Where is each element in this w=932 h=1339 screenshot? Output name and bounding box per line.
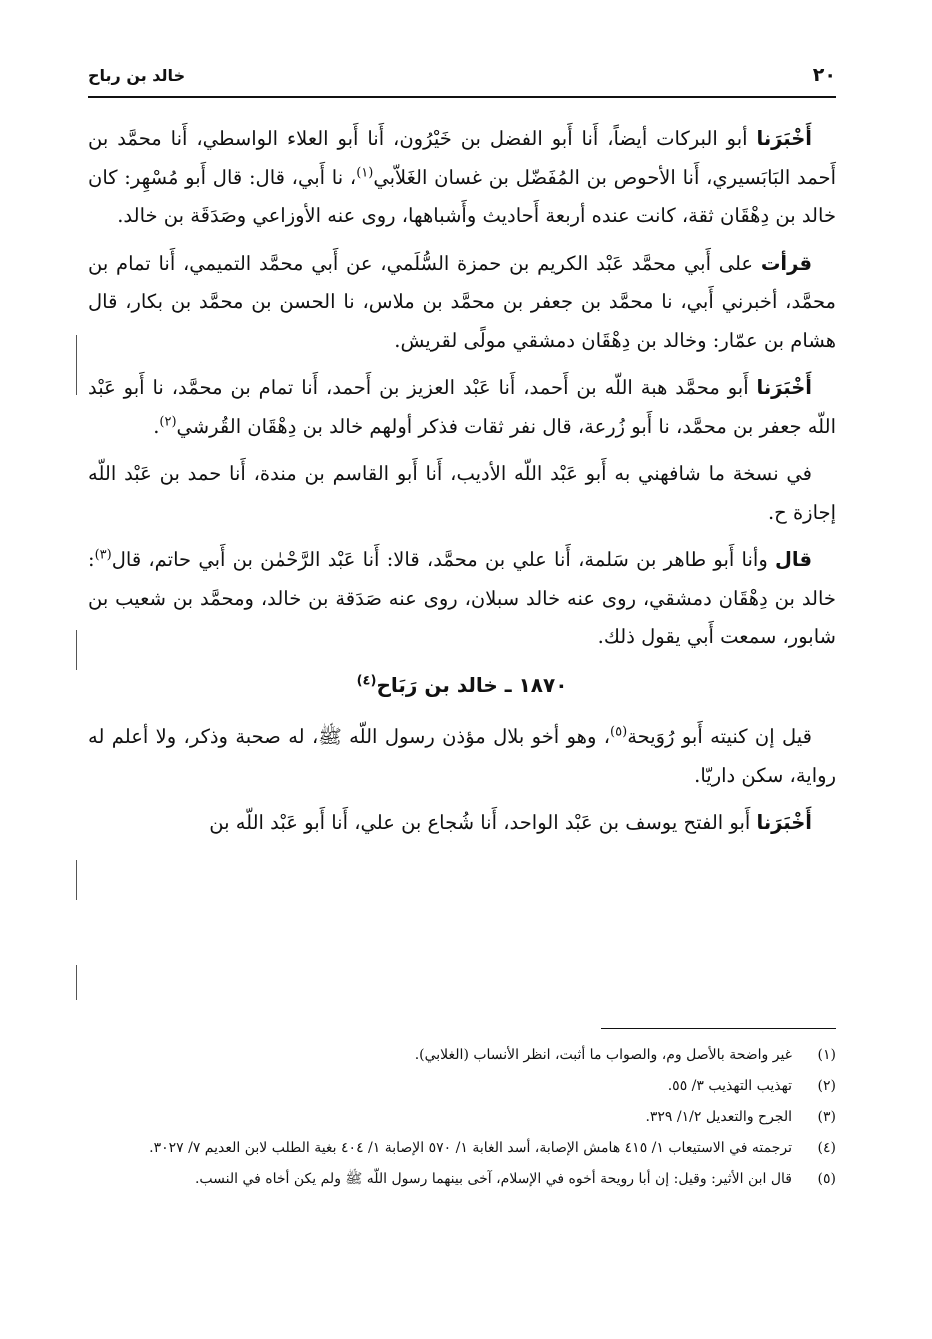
- page-header: [88, 62, 836, 98]
- paragraph-text: على أَبي محمَّد عَبْد الكريم بن حمزة السُّلَمي، عن أَبي محمَّد التميمي، أَنا تمام بن محمَّد، أخبرني أَبي، نا محمَّد بن جعفر بن محمَّد بن ملاس، نا الحسن بن محمَّد بن بكار، قال هشام بن عمّار: وخالد بن دِهْقَان دمشقي مولًى لقريش.: [88, 251, 836, 352]
- footnote-5: [92, 1167, 836, 1192]
- footnote-number: (١): [817, 1047, 836, 1063]
- paragraph-text: أَبو محمَّد هبة اللّه بن أَحمد، أَنا عَبْد العزيز بن أَحمد، أَنا تمام بن محمَّد، نا أَبو عَبْد اللّه جعفر بن محمَّد، نا أَبو زُرعة، قال نفر ثقات فذكر أولهم خالد بن دِهْقَان القُرشي: [88, 376, 836, 438]
- margin-line: [76, 965, 77, 1000]
- footnote-2: [92, 1074, 836, 1099]
- footnote-number: (٢): [817, 1078, 836, 1094]
- footnote-number: (٣): [817, 1109, 836, 1125]
- footnote-number: (٤): [817, 1140, 836, 1156]
- paragraph-text: .: [153, 414, 160, 438]
- margin-line: [76, 335, 77, 395]
- paragraph-text: في نسخة ما شافهني به أَبو عَبْد اللّه الأديب، أَنا أَبو القاسم بن مندة، أَنا حمد بن عَبْد اللّه إجازة ح.: [88, 462, 836, 524]
- footnote-1: [92, 1043, 836, 1068]
- entry-heading-text: ١٨٧٠ ـ خالد بن رَبَاح: [376, 672, 568, 697]
- paragraph-lead-word: أَخْبَرَنا: [756, 376, 812, 399]
- paragraph-text: أبو البركات أيضاً، أَنا أَبو الفضل بن خَيْرُون، أَنا أَبو العلاء الواسطي، أَنا محمَّد بن أَحمد البَابَسيري، أَنا الأحوص بن المُفَضّل بن غسان الغَلاّبي: [88, 127, 836, 189]
- footnote-4: [92, 1136, 836, 1161]
- paragraph-lead-word: قرأت: [760, 251, 812, 275]
- paragraph-6: [88, 718, 836, 795]
- footnote-text: ترجمته في الاستيعاب ١/ ٤١٥ هامش الإصابة، أسد الغابة ١/ ٥٧٠ الإصابة ١/ ٤٠٤ بغية الطلب لابن العديم ٧/ ٣٠٢٧.: [149, 1140, 792, 1156]
- paragraph-text: قيل إن كنيته أَبو رُوَيحة: [627, 725, 812, 748]
- paragraph-4: [88, 455, 836, 532]
- header-rule: [88, 96, 836, 98]
- footnote-reference: (٥): [610, 724, 628, 740]
- paragraph-lead-word: أَخْبَرَنا: [756, 127, 812, 150]
- entry-heading: [88, 666, 836, 705]
- footnote-reference: (١): [356, 165, 374, 180]
- paragraph-2: [88, 245, 836, 361]
- paragraph-5: [88, 541, 836, 657]
- paragraph-1: [88, 120, 836, 236]
- footnote-text: قال ابن الأثير: وقيل: إن أبا رويحة أخوه في الإسلام، آخى بينهما رسول اللّه ﷺ ولم يكن أخاه في النسب.: [194, 1171, 792, 1187]
- margin-line: [76, 860, 77, 900]
- paragraph-3: [88, 369, 836, 446]
- paragraph-text: : خالد بن دِهْقَان دمشقي، روى عنه خالد سبلان، روى عنه صَدَقة بن خالد، ومحمَّد بن شعيب بن شابور، سمعت أَبي يقول ذلك.: [88, 548, 836, 648]
- margin-line: [76, 630, 77, 670]
- footnote-reference: (٢): [159, 414, 177, 429]
- paragraph-text: أَبو الفتح يوسف بن عَبْد الواحد، أَنا شُجاع بن علي، أَنا أَبو عَبْد اللّه بن: [209, 811, 757, 834]
- page-number: ٢٠: [812, 64, 836, 86]
- footnote-text: غير واضحة بالأصل وم، والصواب ما أثبت، انظر الأنساب (الغلابي).: [414, 1047, 792, 1063]
- footnote-separator: [601, 1028, 836, 1029]
- paragraph-7: [88, 804, 836, 843]
- paragraph-text: ، نا أَبي، قال: قال أَبو مُسْهِر: كان خالد بن دِهْقَان ثقة، كانت عنده أربعة أَحاديث وأَشباهها، روى عنه الأوزاعي وصَدَقَة بن خالد.: [88, 165, 836, 227]
- footnote-text: الجرح والتعديل ١/٢/ ٣٢٩.: [645, 1109, 792, 1125]
- paragraph-lead-word: قال: [774, 548, 812, 571]
- footnotes: [92, 1043, 836, 1198]
- footnote-text: تهذيب التهذيب ٣/ ٥٥.: [667, 1078, 792, 1094]
- paragraph-lead-word: أَخْبَرَنا: [756, 811, 812, 834]
- running-title: خالد بن رباح: [88, 66, 186, 85]
- main-text: [88, 120, 836, 852]
- footnote-reference: (٤): [356, 672, 377, 688]
- paragraph-text: وأنا أَبو طاهر بن سَلمة، أَنا علي بن محمَّد، قالا: أَنا عَبْد الرَّحْمٰن بن أَبي حاتم، قال: [111, 548, 775, 571]
- footnote-reference: (٣): [94, 547, 112, 563]
- paragraph-text: ، وهو أخو بلال مؤذن رسول اللّه ﷺ، له صحبة وذكر، ولا أعلم له رواية، سكن داريّا.: [88, 725, 836, 787]
- footnote-number: (٥): [817, 1171, 836, 1187]
- footnote-3: [92, 1105, 836, 1130]
